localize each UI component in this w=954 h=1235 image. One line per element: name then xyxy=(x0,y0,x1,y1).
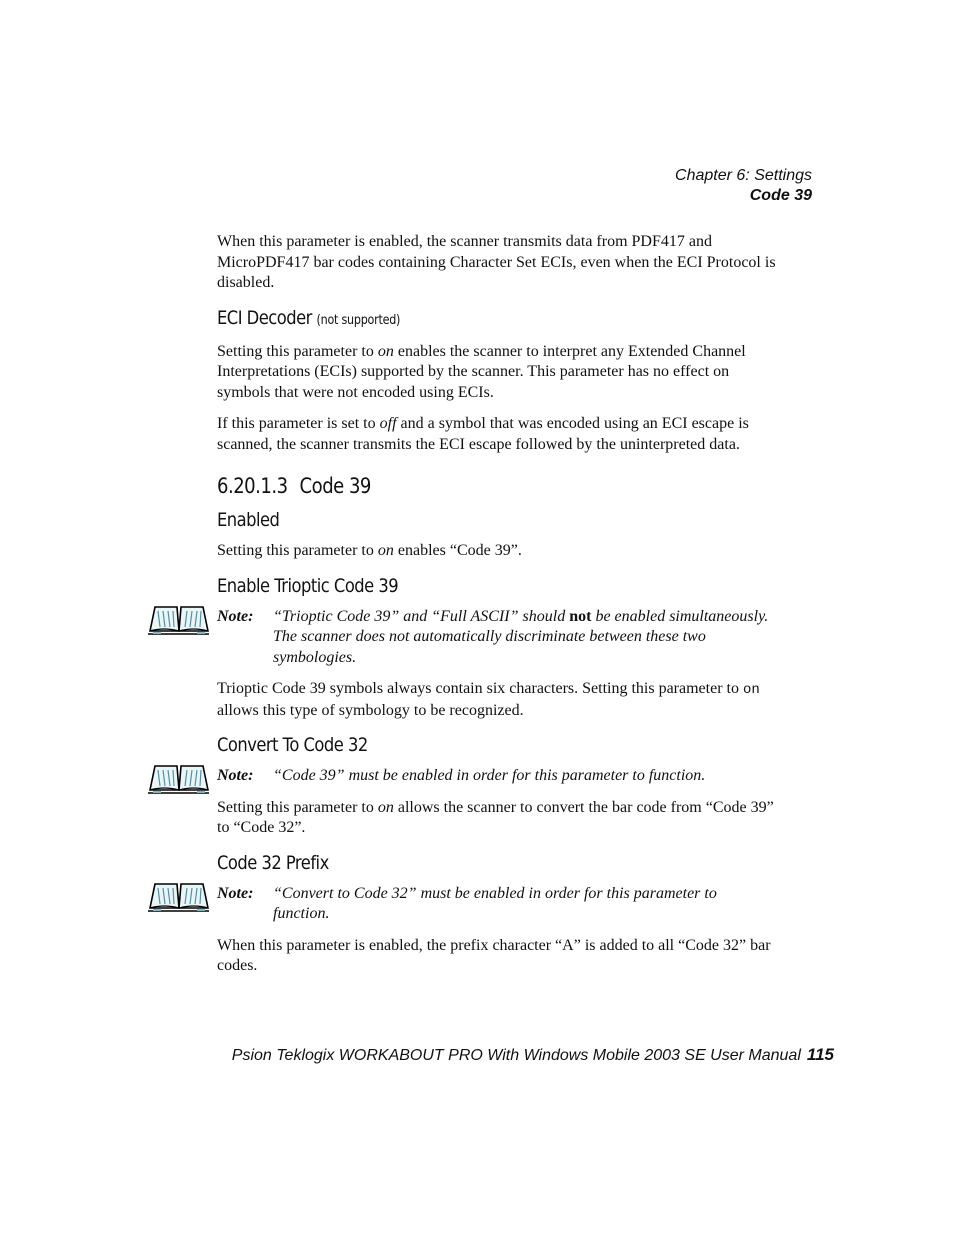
intro-paragraph: When this parameter is enabled, the scanner transmits data from PDF417 and MicroPDF417 bar codes containing Character Set ECIs, even when the ECI Protocol is disabled. xyxy=(217,233,776,291)
eci-paragraph-1 xyxy=(217,342,777,404)
open-book-icon xyxy=(147,762,211,794)
text-run: “Trioptic Code 39” and “Full ASCII” should xyxy=(273,607,570,625)
code-text: on xyxy=(742,682,760,698)
trioptic-heading: Enable Trioptic Code 39 xyxy=(217,574,399,597)
text-run: If this parameter is set to xyxy=(217,415,380,432)
emphasis: on xyxy=(377,542,394,559)
trioptic-note xyxy=(217,607,777,669)
eci-decoder-heading xyxy=(217,305,699,334)
chapter-label: Chapter 6: Settings xyxy=(675,167,812,184)
text-run: enables the scanner to interpret any Extended Channel Interpretations (ECIs) supported by the scanner. This parameter has no effect on symbols that were not encoded using ECIs. xyxy=(217,342,746,401)
enabled-paragraph xyxy=(217,541,777,562)
eci-paragraph-2 xyxy=(217,414,777,455)
main-content xyxy=(217,232,777,988)
text-run: Setting this parameter to xyxy=(217,342,378,360)
enabled-heading: Enabled xyxy=(217,509,280,531)
section-number: 6.20.1.3 xyxy=(217,474,288,498)
note-text: “Convert to Code 32” must be enabled in order for this parameter to function. xyxy=(273,884,717,922)
running-footer xyxy=(232,1045,834,1065)
text-run: Trioptic Code 39 symbols always contain six characters. Setting this parameter to xyxy=(217,680,743,697)
text-run: enables “Code 39”. xyxy=(393,542,522,559)
text-run: allows the scanner to convert the bar code from “Code 39” to “Code 32”. xyxy=(217,798,774,836)
section-heading xyxy=(217,471,699,501)
trioptic-paragraph xyxy=(217,679,777,721)
text-run: Setting this parameter to xyxy=(217,798,378,816)
section-label: Code 39 xyxy=(749,187,812,204)
text-run: Setting this parameter to xyxy=(217,542,378,559)
strong-text: not xyxy=(569,607,592,625)
open-book-icon xyxy=(147,880,211,912)
convert-paragraph xyxy=(217,798,777,839)
prefix-note xyxy=(217,884,777,925)
open-book-icon xyxy=(147,603,211,635)
footer-title: Psion Teklogix WORKABOUT PRO With Windows Mobile 2003 SE User Manual xyxy=(231,1047,801,1064)
note-label: Note: xyxy=(217,884,254,902)
running-header xyxy=(675,166,812,206)
prefix-paragraph: When this parameter is enabled, the prefix character “A” is added to all “Code 32” bar codes. xyxy=(217,936,771,974)
eci-decoder-qualifier: (not supported) xyxy=(316,312,401,328)
convert-note xyxy=(217,766,777,787)
emphasis: on xyxy=(377,342,394,360)
text-run: allows this type of symbology to be recognized. xyxy=(217,701,524,719)
note-label: Note: xyxy=(217,767,254,784)
convert-heading: Convert To Code 32 xyxy=(217,734,368,756)
note-text: “Code 39” must be enabled in order for this parameter to function. xyxy=(273,767,706,784)
emphasis: on xyxy=(377,798,394,816)
prefix-heading: Code 32 Prefix xyxy=(217,851,329,874)
text-run: and a symbol that was encoded using an ECI escape is scanned, the scanner transmits the ECI escape followed by the uninterpreted data. xyxy=(217,415,749,453)
eci-decoder-title: ECI Decoder xyxy=(217,306,312,329)
section-title: Code 39 xyxy=(299,474,371,498)
note-label: Note: xyxy=(217,607,254,625)
text-run: be enabled simultaneously. The scanner does not automatically discriminate between these two symbologies. xyxy=(273,607,769,666)
note-text xyxy=(273,608,768,666)
emphasis: off xyxy=(379,415,397,432)
page-number: 115 xyxy=(806,1045,834,1064)
